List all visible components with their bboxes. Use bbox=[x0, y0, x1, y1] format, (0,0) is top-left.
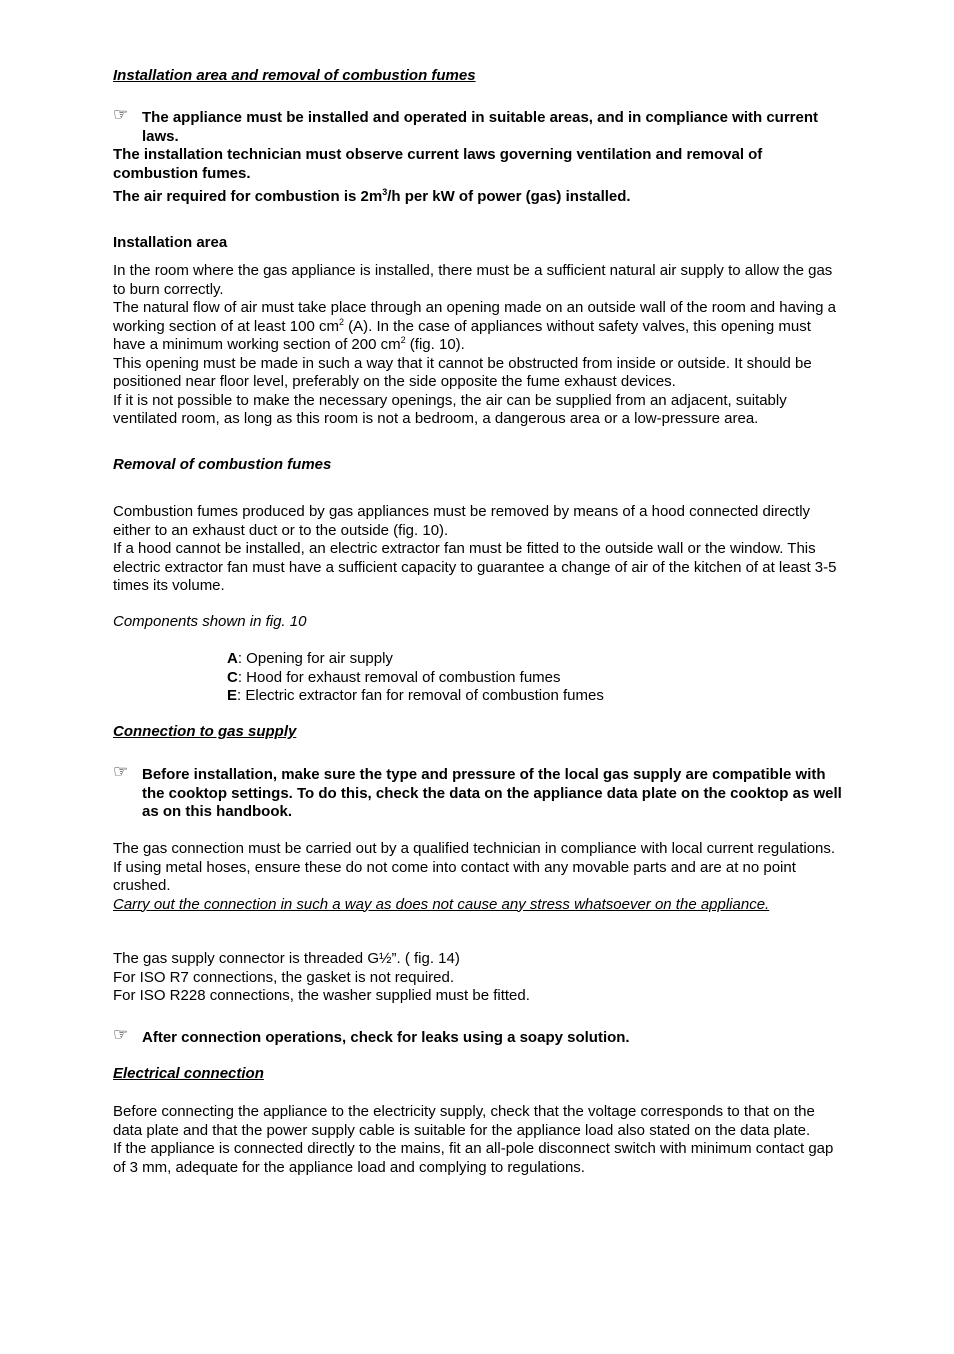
components-caption: Components shown in fig. 10 bbox=[113, 613, 307, 630]
note-text: The appliance must be installed and operated in suitable areas, and in compliance with current laws. bbox=[142, 109, 818, 145]
note-text: After connection operations, check for leaks using a soapy solution. bbox=[142, 1029, 630, 1046]
section-heading-installation-fumes: Installation area and removal of combustion fumes bbox=[113, 67, 476, 84]
removal-fumes-body bbox=[113, 503, 843, 596]
components-list bbox=[227, 650, 827, 706]
note-gas-compatibility bbox=[113, 762, 843, 822]
para-air-required bbox=[113, 188, 843, 207]
p2-text-a: The natural flow of air must take place through an opening made on an outside wall of the room and having a working section of at least 100 cm bbox=[113, 299, 836, 335]
section-heading-removal-fumes: Removal of combustion fumes bbox=[113, 456, 332, 473]
list-item-key: C bbox=[227, 668, 238, 686]
installation-area-p3: This opening must be made in such a way that it cannot be obstructed from inside or outside. It should be positioned near floor level, preferably on the side opposite the fume exhaust devices. bbox=[113, 354, 812, 390]
section-heading-gas-supply: Connection to gas supply bbox=[113, 723, 297, 740]
section-heading-electrical: Electrical connection bbox=[113, 1065, 264, 1082]
note-leak-check bbox=[113, 1025, 843, 1048]
gas-connection-body bbox=[113, 840, 843, 914]
note-text: Before installation, make sure the type and pressure of the local gas supply are compatible with the cooktop settings. To do this, check the data on the appliance data plate on the cooktop as well as on this handbook. bbox=[142, 766, 842, 820]
list-item-key: E bbox=[227, 687, 238, 704]
air-superscript: 3 bbox=[382, 187, 388, 197]
gas-p2: If using metal hoses, ensure these do not come into contact with any movable parts and are at no point crushed. bbox=[113, 858, 796, 894]
air-text-b: /h per kW of power (gas) installed. bbox=[387, 188, 631, 205]
para-ventilation-laws: The installation technician must observe current laws governing ventilation and removal of combustion fumes. bbox=[113, 146, 763, 182]
p2-superscript-1: 2 bbox=[338, 316, 344, 327]
electrical-body bbox=[113, 1103, 843, 1177]
list-item-text: : Opening for air supply bbox=[237, 650, 393, 667]
list-item-text: : Electric extractor fan for removal of combustion fumes bbox=[237, 687, 604, 704]
gas-connector-body bbox=[113, 950, 843, 1006]
gas-p6: For ISO R228 connections, the washer supplied must be fitted. bbox=[113, 987, 530, 1004]
air-text-a: The air required for combustion is 2m bbox=[113, 188, 383, 205]
pointing-hand-icon: ☞ bbox=[113, 1025, 129, 1044]
list-item bbox=[227, 650, 827, 669]
electrical-p2: If the appliance is connected directly to the mains, fit an all-pole disconnect switch with minimum contact gap of 3 mm, adequate for the appliance load and complying to regulations. bbox=[113, 1140, 834, 1176]
p2-text-b: (A). In the case of appliances without safety valves, this opening must have a minimum working section of 200 cm bbox=[113, 317, 811, 353]
removal-fumes-p1: Combustion fumes produced by gas appliances must be removed by means of a hood connected directly either to an exhaust duct or to the outside (fig. 10). bbox=[113, 503, 811, 539]
installation-area-p2 bbox=[113, 299, 843, 355]
list-item bbox=[227, 669, 827, 688]
list-item-text: : Hood for exhaust removal of combustion fumes bbox=[237, 668, 561, 686]
section-heading-installation-area: Installation area bbox=[113, 234, 228, 251]
installation-area-body bbox=[113, 262, 843, 429]
electrical-p1: Before connecting the appliance to the electricity supply, check that the voltage corresponds to that on the data plate and that the power supply cable is suitable for the appliance load also stated on the data plate. bbox=[113, 1103, 815, 1139]
pointing-hand-icon: ☞ bbox=[113, 105, 129, 124]
installation-area-p1: In the room where the gas appliance is installed, there must be a sufficient natural air supply to allow the gas to burn correctly. bbox=[113, 262, 833, 298]
gas-p4: The gas supply connector is threaded G½”. ( fig. 14) bbox=[113, 950, 460, 967]
gas-p1: The gas connection must be carried out by a qualified technician in compliance with local current regulations. bbox=[113, 840, 836, 857]
p2-text-c: (fig. 10). bbox=[405, 336, 465, 353]
pointing-hand-icon: ☞ bbox=[113, 762, 129, 781]
installation-area-p4: If it is not possible to make the necessary openings, the air can be supplied from an adjacent, suitably ventilated room, as long as this room is not a bedroom, a dangerous area or a low-pressure area. bbox=[113, 391, 787, 427]
list-item bbox=[227, 687, 827, 706]
list-item-key: A bbox=[227, 650, 238, 667]
removal-fumes-p2: If a hood cannot be installed, an electric extractor fan must be fitted to the outside wall or the window. This electric extractor fan must have a sufficient capacity to guarantee a change of air of the kitchen of at least 3-5 times its volume. bbox=[113, 540, 837, 594]
gas-p3: Carry out the connection in such a way as does not cause any stress whatsoever on the appliance. bbox=[113, 895, 770, 913]
note-installation-compliance bbox=[113, 105, 843, 146]
gas-p5: For ISO R7 connections, the gasket is not required. bbox=[113, 968, 455, 986]
p2-superscript-2: 2 bbox=[400, 335, 406, 345]
